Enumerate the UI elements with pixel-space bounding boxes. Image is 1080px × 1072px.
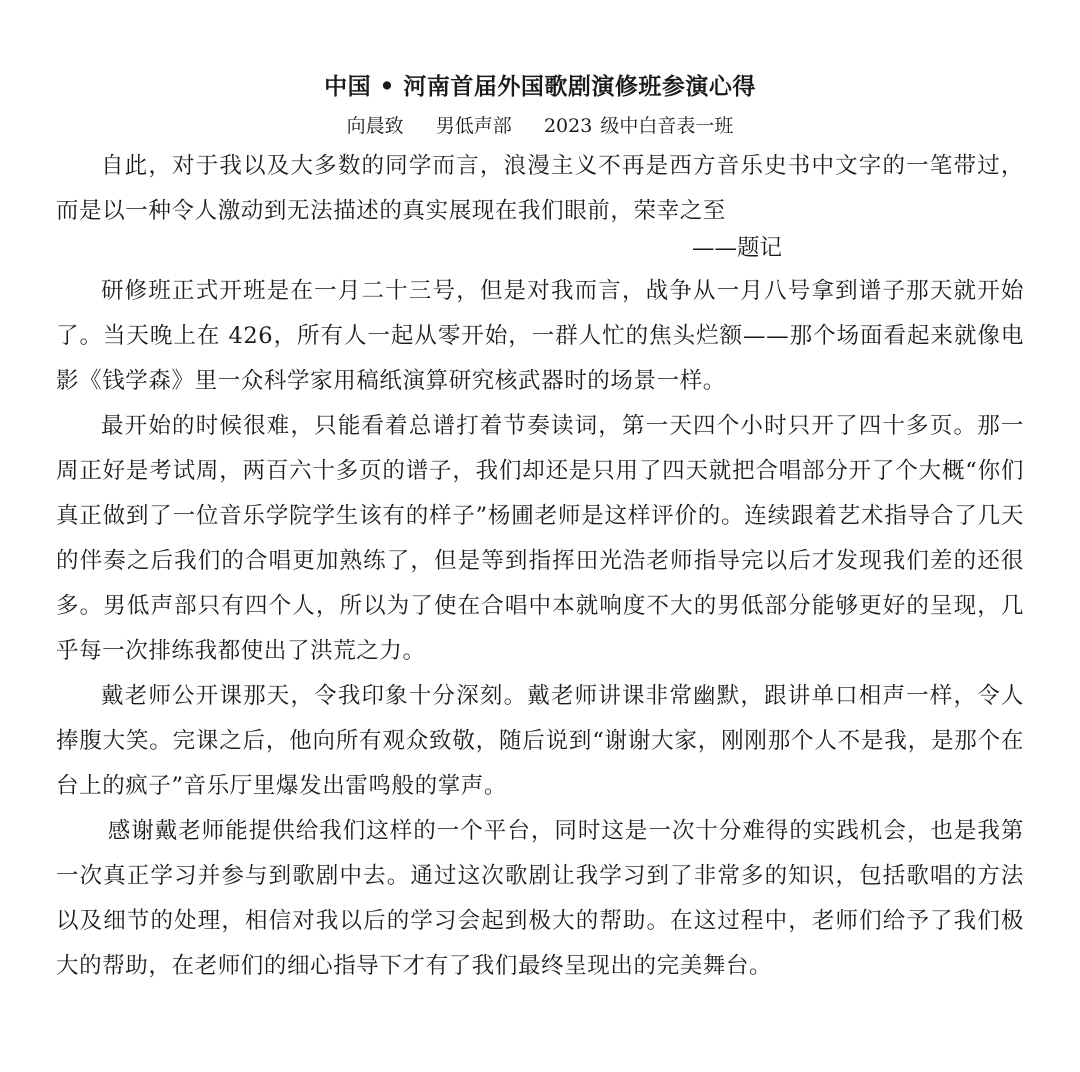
author-line: 向晨致 男低声部 2023 级中白音表一班 xyxy=(346,115,734,137)
epigraph-signoff: ——题记 xyxy=(691,235,782,261)
page-title: 中国 • 河南首届外国歌剧演修班参演心得 xyxy=(324,73,756,100)
body-paragraph-3: 戴老师公开课那天，令我印象十分深刻。戴老师讲课非常幽默，跟讲单口相声一样，令人捧腹大笑。完课之后，他向所有观众致敬，随后说到“谢谢大家，刚刚那个人不是我，是那个在台上的疯子”音乐厅里爆发出雷鸣般的掌声。 xyxy=(56,683,1024,799)
body-paragraph-1: 研修班正式开班是在一月二十三号，但是对我而言，战争从一月八号拿到谱子那天就开始了。当天晚上在 426，所有人一起从零开始，一群人忙的焦头烂额——那个场面看起来就像电影《钱学森》里一众科学家用稿纸演算研究核武器时的场景一样。 xyxy=(56,278,1024,394)
epigraph-paragraph: 自此，对于我以及大多数的同学而言，浪漫主义不再是西方音乐史书中文字的一笔带过，而是以一种令人激动到无法描述的真实展现在我们眼前，荣幸之至 xyxy=(56,153,1024,224)
body-paragraph-2: 最开始的时候很难，只能看着总谱打着节奏读词，第一天四个小时只开了四十多页。那一周正好是考试周，两百六十多页的谱子，我们却还是只用了四天就把合唱部分开了个大概“你们真正做到了一位音乐学院学生该有的样子”杨圃老师是这样评价的。连续跟着艺术指导合了几天的伴奏之后我们的合唱更加熟练了，但是等到指挥田光浩老师指导完以后才发现我们差的还很多。男低声部只有四个人，所以为了使在合唱中本就响度不大的男低部分能够更好的呈现，几乎每一次排练我都使出了洪荒之力。 xyxy=(56,413,1024,664)
document-body xyxy=(56,70,1024,989)
body-paragraph-4: 感谢戴老师能提供给我们这样的一个平台，同时这是一次十分难得的实践机会，也是我第一次真正学习并参与到歌剧中去。通过这次歌剧让我学习到了非常多的知识，包括歌唱的方法以及细节的处理，相信对我以后的学习会起到极大的帮助。在这过程中，老师们给予了我们极大的帮助，在老师们的细心指导下才有了我们最终呈现出的完美舞台。 xyxy=(56,818,1024,979)
